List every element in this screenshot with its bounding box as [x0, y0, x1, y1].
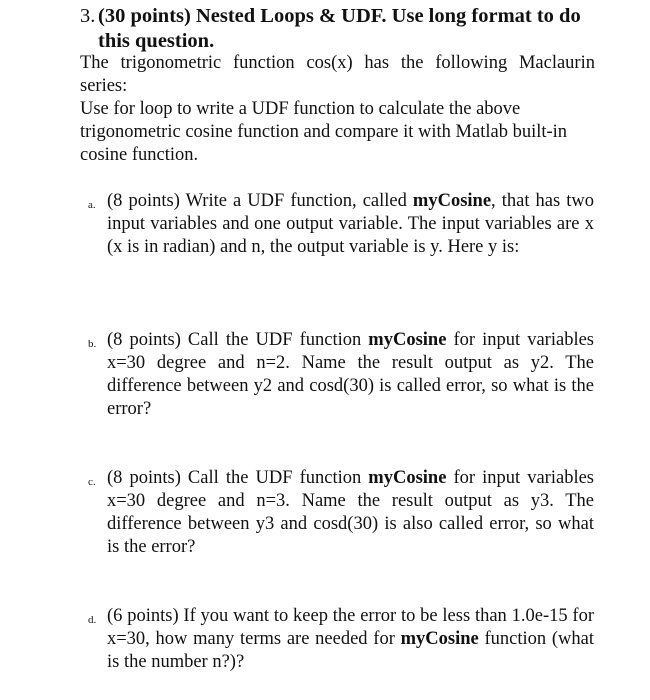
part-c-text — [107, 467, 594, 559]
part-a-text — [107, 190, 594, 259]
question-intro — [80, 52, 595, 167]
part-d-text-post: function (what is the number n?)? — [107, 629, 594, 672]
question-heading — [80, 4, 605, 54]
intro-task-sentence: Use for loop to write a UDF function to calculate the above trigonometric cosine function and compare it with Matlab built-in cosine function. — [80, 99, 568, 165]
part-a-marker: a. — [88, 199, 96, 211]
part-a — [88, 190, 594, 259]
part-c-text-post: for input variables x=30 degree and n=3. Name the result output as y3. The difference between y3 and cosd(30) is also called error, so what is the error? — [107, 468, 594, 557]
part-c-text-pre: (8 points) Call the UDF function — [107, 468, 369, 488]
intro-series-sentence: The trigonometric function cos(x) has the following Maclaurin series: — [80, 53, 595, 96]
part-b-text-post: for input variables x=30 degree and n=2. Name the result output as y2. The difference between y2 and cosd(30) is called error, so what is the error? — [107, 330, 594, 419]
part-d-text — [107, 605, 594, 674]
function-name: myCosine — [400, 629, 479, 649]
function-name: myCosine — [368, 468, 447, 488]
function-name: myCosine — [412, 191, 492, 211]
part-a-text-pre: (8 points) Write a UDF function, called — [107, 191, 413, 211]
part-c-marker: c. — [88, 476, 96, 488]
question-number: 3. — [80, 5, 96, 27]
part-a-text-post: , that has two input variables and one output variable. The input variables are x (x is in radian) and n, the output variable is y. Here y is: — [107, 191, 595, 257]
function-name: myCosine — [368, 330, 447, 350]
question-title: (30 points) Nested Loops & UDF. Use long format to do this question. — [98, 5, 581, 52]
part-d — [88, 605, 594, 674]
part-b-text-pre: (8 points) Call the UDF function — [107, 330, 369, 350]
part-d-text-pre: (6 points) If you want to keep the error to be less than 1.0e-15 for x=30, how many terms are needed for — [107, 606, 594, 649]
part-b-text — [107, 329, 594, 421]
part-c — [88, 467, 594, 559]
part-b — [88, 329, 594, 421]
part-b-marker: b. — [88, 338, 97, 350]
part-d-marker: d. — [88, 614, 97, 626]
